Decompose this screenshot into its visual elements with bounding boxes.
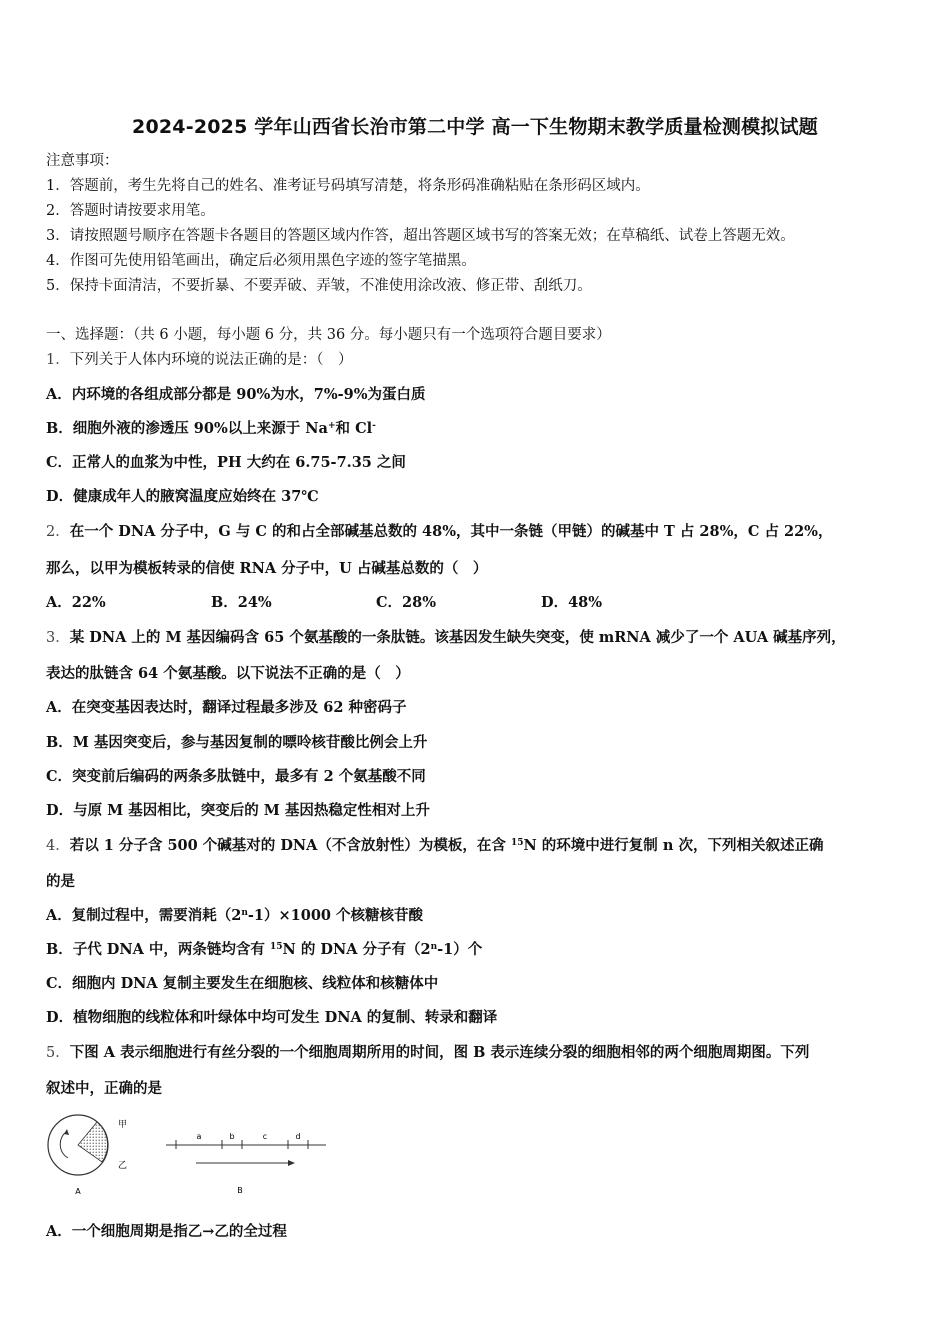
q1-option-a: A．内环境的各组成部分都是 90%为水，7%-9%为蛋白质	[46, 386, 426, 403]
superscript: n	[430, 942, 438, 952]
arrow-head	[288, 1160, 295, 1166]
question-2-stem-line1	[46, 522, 832, 542]
notice-heading: 注意事项：	[46, 153, 119, 169]
superscript: n	[241, 908, 248, 918]
q1-option-d: D．健康成年人的腋窝温度应始终在 37℃	[46, 488, 319, 505]
notice-item: 4．作图可先使用铅笔画出，确定后必须用黑色字迹的签字笔描黑。	[46, 253, 476, 269]
option-text: 和 Cl	[335, 420, 373, 437]
option-text: A．复制过程中，需要消耗（2	[46, 907, 242, 924]
option-text: B．子代 DNA 中，两条链均含有	[46, 941, 270, 958]
segment-label-b: b	[229, 1132, 235, 1141]
option-text: N 的 DNA 分子有（2	[282, 941, 431, 958]
notice-item: 5．保持卡面清洁，不要折暴、不要弄破、弄皱，不准使用涂改液、修正带、刮纸刀。	[46, 278, 592, 294]
cycle-arrow	[60, 1132, 68, 1158]
superscript: 15	[510, 838, 524, 848]
page-title: 2024-2025 学年山西省长治市第二中学 高一下生物期末教学质量检测模拟试题	[132, 116, 818, 138]
label-yi: 乙	[118, 1161, 128, 1171]
q2-option-a: A．22%	[46, 594, 106, 611]
question-4-stem-line1	[46, 836, 823, 856]
q2-option-c: C．28%	[376, 594, 436, 611]
superscript: +	[327, 421, 336, 431]
q1-option-c: C．正常人的血浆为中性，PH 大约在 6.75-7.35 之间	[46, 454, 406, 471]
q1-option-b	[46, 419, 376, 439]
question-stem: 若以 1 分子含 500 个碱基对的 DNA（不含放射性）为模板，在含	[69, 837, 511, 854]
segment-label-a: a	[196, 1132, 202, 1141]
q4-option-a	[46, 906, 423, 926]
q2-option-d: D．48%	[541, 594, 603, 611]
notice-item: 2．答题时请按要求用笔。	[46, 203, 215, 219]
question-2-stem-line2: 那么，以甲为模板转录的信使 RNA 分子中，U 占碱基总数的（ ）	[46, 560, 488, 577]
question-stem: 某 DNA 上的 M 基因编码含 65 个氨基酸的一条肽链。该基因发生缺失突变，使 mRNA 减少了一个 AUA 碱基序列，	[69, 629, 846, 646]
question-stem: 在一个 DNA 分子中，G 与 C 的和占全部碱基总数的 48%，其中一条链（甲链）的碱基中 T 占 28%，C 占 22%，	[69, 523, 833, 540]
superscript: 15	[269, 942, 283, 952]
q2-option-b: B．24%	[211, 594, 272, 611]
question-number: 3．	[46, 630, 70, 646]
option-text: -1）×1000 个核糖核苷酸	[247, 907, 424, 924]
question-number: 5．	[46, 1045, 70, 1061]
q4-option-b	[46, 940, 482, 960]
question-number: 4．	[46, 838, 70, 854]
segment-label-c: c	[262, 1132, 268, 1141]
q5-option-a: A．一个细胞周期是指乙→乙的全过程	[46, 1223, 287, 1240]
question-4-stem-line2: 的是	[46, 873, 75, 890]
q3-option-c: C．突变前后编码的两条多肽链中，最多有 2 个氨基酸不同	[46, 768, 426, 785]
question-5-stem-line2: 叙述中，正确的是	[46, 1080, 162, 1097]
option-text: -1）个	[437, 941, 483, 958]
question-1-stem	[46, 350, 352, 370]
notice-item: 3．请按照题号顺序在答题卡各题目的答题区域内作答，超出答题区域书写的答案无效；在草稿纸、试卷上答题无效。	[46, 228, 795, 244]
section-heading: 一、选择题：（共 6 小题，每小题 6 分，共 36 分。每小题只有一个选项符合题目要求）	[46, 327, 611, 343]
question-stem: 下图 A 表示细胞进行有丝分裂的一个细胞周期所用的时间，图 B 表示连续分裂的细胞相邻的两个细胞周期图。下列	[69, 1044, 810, 1061]
segment-label-d: d	[295, 1132, 301, 1141]
question-stem: 下列关于人体内环境的说法正确的是：（ ）	[69, 352, 353, 368]
q3-option-b: B．M 基因突变后，参与基因复制的嘌呤核苷酸比例会上升	[46, 734, 428, 751]
label-figure-b: B	[237, 1186, 243, 1195]
cell-cycle-figure	[44, 1112, 344, 1202]
q4-option-d: D．植物细胞的线粒体和叶绿体中均可发生 DNA 的复制、转录和翻译	[46, 1009, 498, 1026]
q2-options	[46, 593, 746, 613]
label-jia: 甲	[118, 1120, 128, 1130]
arrow-head	[64, 1129, 69, 1135]
question-number: 2．	[46, 524, 70, 540]
label-figure-a: A	[75, 1187, 81, 1196]
question-3-stem-line2: 表达的肽链含 64 个氨基酸。以下说法不正确的是（ ）	[46, 665, 410, 682]
q4-option-c: C．细胞内 DNA 复制主要发生在细胞核、线粒体和核糖体中	[46, 975, 439, 992]
question-number: 1．	[46, 352, 70, 368]
question-stem: N 的环境中进行复制 n 次，下列相关叙述正确	[523, 837, 824, 854]
question-3-stem-line1	[46, 628, 846, 648]
superscript: -	[372, 421, 376, 431]
question-5-stem-line1	[46, 1043, 809, 1063]
option-text: B．细胞外液的渗透压 90%以上来源于 Na	[46, 420, 328, 437]
q3-option-d: D．与原 M 基因相比，突变后的 M 基因热稳定性相对上升	[46, 802, 430, 819]
notice-item: 1．答题前，考生先将自己的姓名、准考证号码填写清楚，将条形码准确粘贴在条形码区域内。	[46, 178, 650, 194]
q3-option-a: A．在突变基因表达时，翻译过程最多涉及 62 种密码子	[46, 699, 407, 716]
